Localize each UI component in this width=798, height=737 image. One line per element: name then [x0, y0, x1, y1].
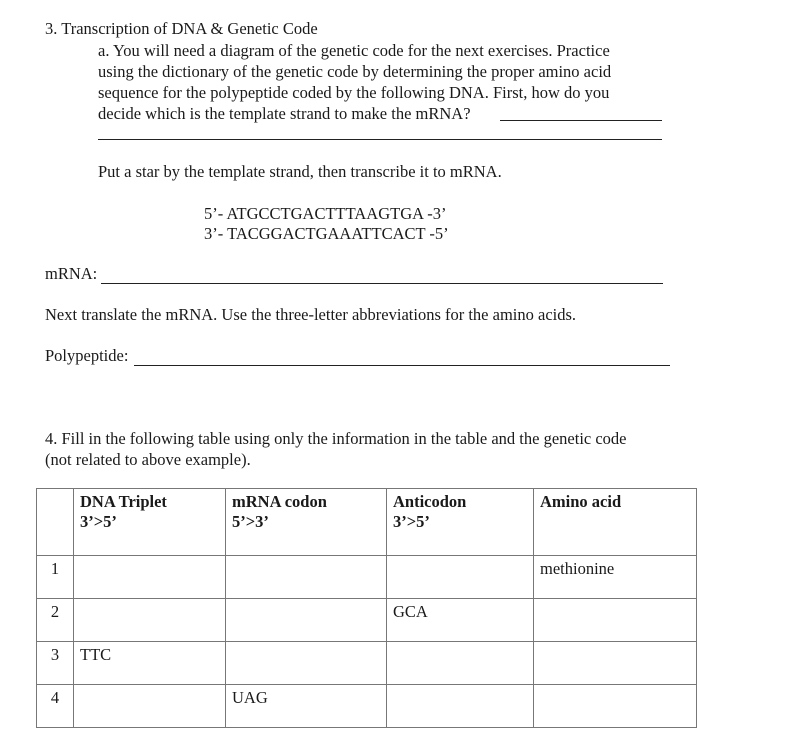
- table-header-row: [37, 489, 697, 556]
- q4-heading-line-2: (not related to above example).: [45, 450, 251, 469]
- header-title: DNA Triplet: [80, 492, 167, 511]
- anticodon-cell[interactable]: [387, 685, 534, 728]
- genetic-code-table: [36, 488, 697, 728]
- dna-strand-bottom: 3’- TACGGACTGAAATTCACT -5’: [204, 224, 449, 243]
- header-title: Amino acid: [540, 492, 622, 511]
- table-row: [37, 556, 697, 599]
- template-answer-line-2[interactable]: [98, 139, 662, 140]
- mrna-label: mRNA:: [45, 264, 98, 283]
- header-title: Anticodon: [393, 492, 467, 511]
- amino-acid-cell[interactable]: [534, 599, 697, 642]
- anticodon-cell[interactable]: [387, 642, 534, 685]
- table-row: [37, 685, 697, 728]
- table-row: [37, 599, 697, 642]
- q3-heading: 3. Transcription of DNA & Genetic Code: [45, 19, 318, 38]
- dna-triplet-cell[interactable]: [74, 556, 226, 599]
- q3-part-a-line: decide which is the template strand to make the mRNA?: [98, 104, 471, 123]
- anticodon-cell[interactable]: [387, 556, 534, 599]
- header-direction: 3’>5’: [393, 512, 430, 531]
- polypeptide-answer-line[interactable]: [134, 365, 670, 366]
- q3-part-a-line: a. You will need a diagram of the genetic code for the next exercises. Practice: [98, 41, 610, 60]
- dna-triplet-cell[interactable]: [74, 685, 226, 728]
- table-row: [37, 642, 697, 685]
- amino-acid-cell[interactable]: methionine: [534, 556, 697, 599]
- row-number: 3: [37, 642, 74, 685]
- mrna-codon-cell[interactable]: [226, 599, 387, 642]
- star-instruction: Put a star by the template strand, then transcribe it to mRNA.: [98, 162, 502, 181]
- template-answer-line-1[interactable]: [500, 120, 662, 121]
- q3-part-a-line: using the dictionary of the genetic code by determining the proper amino acid: [98, 62, 612, 81]
- mrna-codon-cell[interactable]: [226, 642, 387, 685]
- header-direction: 3’>5’: [80, 512, 117, 531]
- row-number: 1: [37, 556, 74, 599]
- q3-part-a: [98, 40, 668, 124]
- polypeptide-label: Polypeptide:: [45, 346, 129, 365]
- dna-strand-top: 5’- ATGCCTGACTTTAAGTGA -3’: [204, 204, 447, 223]
- dna-triplet-cell[interactable]: [74, 599, 226, 642]
- row-number: 4: [37, 685, 74, 728]
- header-anticodon: [387, 489, 534, 556]
- header-mrna-codon: [226, 489, 387, 556]
- q3-part-a-line: sequence for the polypeptide coded by the following DNA. First, how do you: [98, 83, 610, 102]
- row-number: 2: [37, 599, 74, 642]
- mrna-codon-cell[interactable]: UAG: [226, 685, 387, 728]
- mrna-answer-line[interactable]: [101, 283, 663, 284]
- anticodon-cell[interactable]: GCA: [387, 599, 534, 642]
- header-title: mRNA codon: [232, 492, 327, 511]
- translate-instruction: Next translate the mRNA. Use the three-letter abbreviations for the amino acids.: [45, 305, 577, 324]
- dna-triplet-cell[interactable]: TTC: [74, 642, 226, 685]
- header-dna-triplet: [74, 489, 226, 556]
- header-direction: 5’>3’: [232, 512, 269, 531]
- amino-acid-cell[interactable]: [534, 642, 697, 685]
- header-cell-blank: [37, 489, 74, 556]
- mrna-codon-cell[interactable]: [226, 556, 387, 599]
- amino-acid-cell[interactable]: [534, 685, 697, 728]
- header-amino-acid: [534, 489, 697, 556]
- q4-heading-line-1: 4. Fill in the following table using only the information in the table and the genetic code: [45, 429, 627, 448]
